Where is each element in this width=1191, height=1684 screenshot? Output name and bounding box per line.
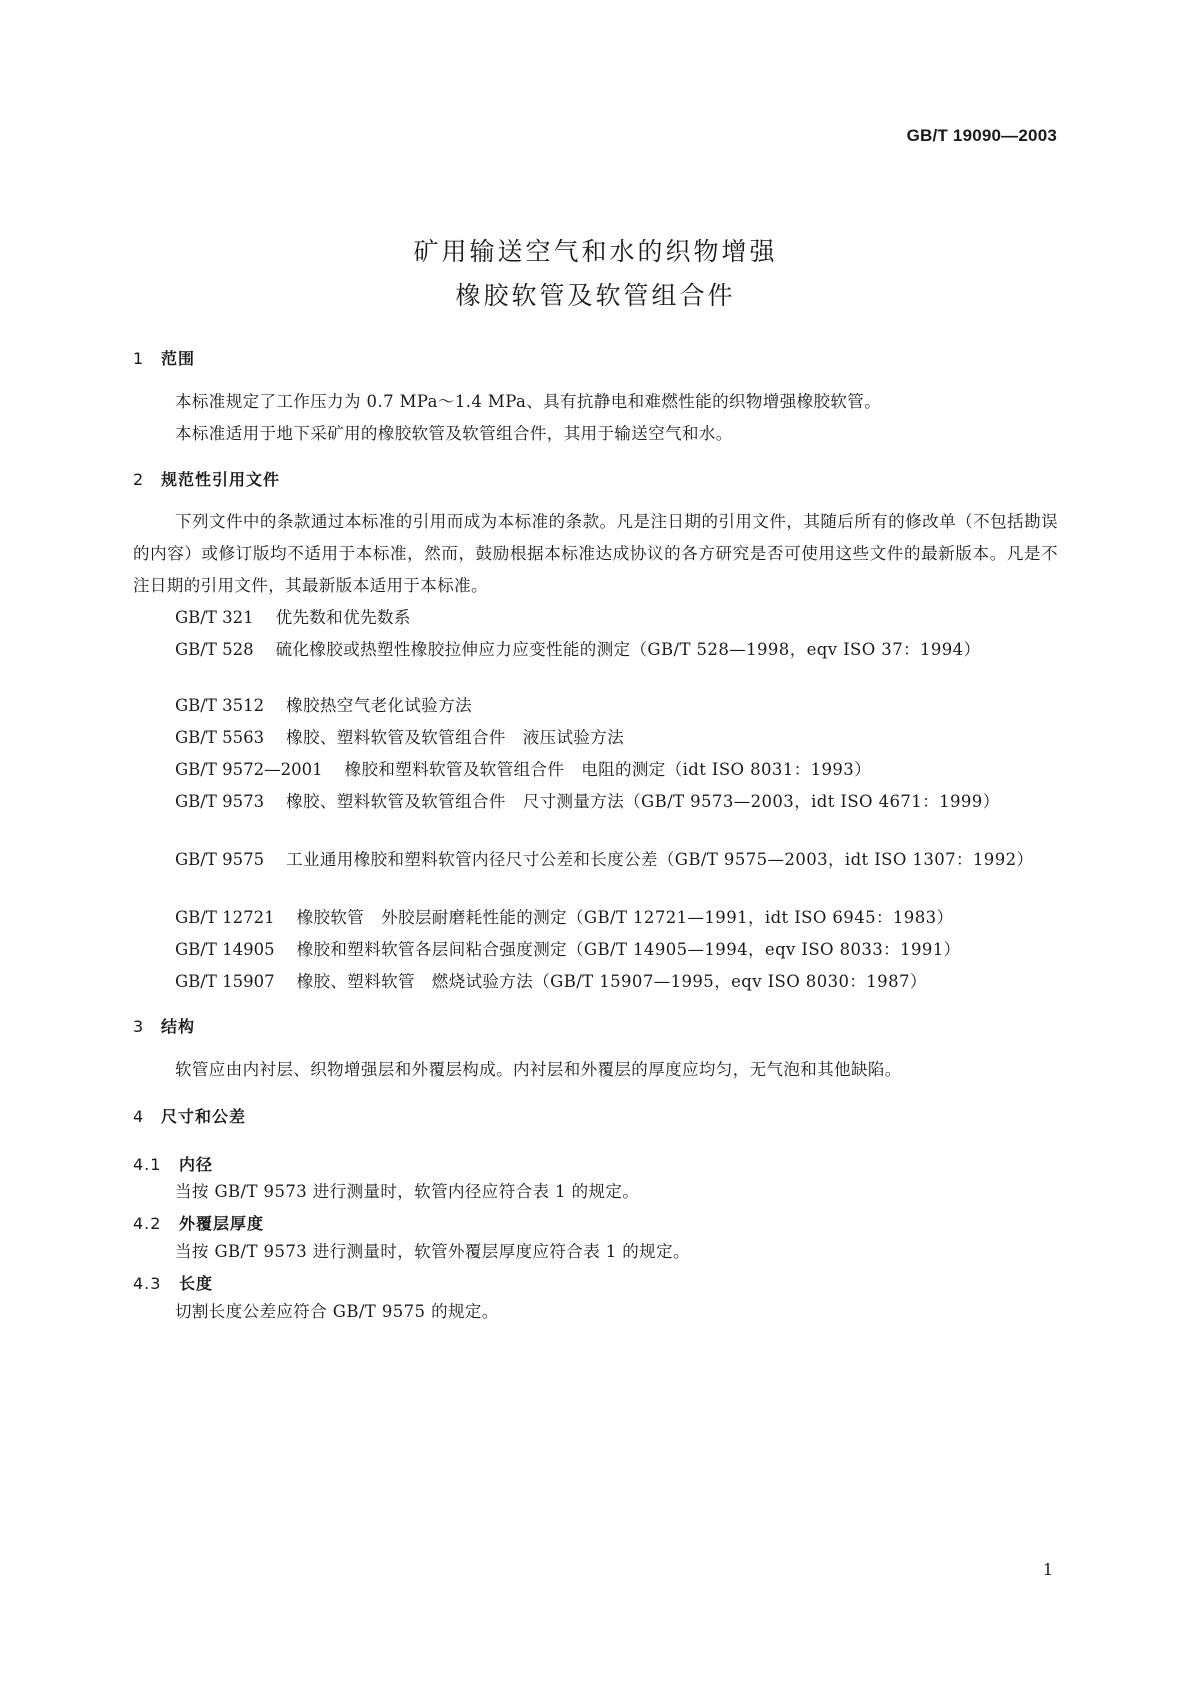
scope-paragraph-1: 本标准规定了工作压力为 0.7 MPa～1.4 MPa、具有抗静电和难燃性能的织物增强橡胶软管。 (175, 392, 882, 411)
section-4-heading (133, 1104, 246, 1127)
reference-item (133, 844, 1058, 876)
reference-title: 橡胶、塑料软管 燃烧试验方法（GB/T 15907—1995，eqv ISO 8030：1987） (296, 972, 927, 991)
subsection-number: 4.2 (133, 1214, 162, 1233)
reference-title: 橡胶热空气老化试验方法 (286, 696, 473, 715)
subsection-title: 外覆层厚度 (179, 1214, 265, 1233)
subsection-number: 4.1 (133, 1155, 162, 1174)
length-text: 切割长度公差应符合 GB/T 9575 的规定。 (175, 1302, 499, 1321)
reference-item (133, 634, 1058, 666)
section-3-heading (133, 1014, 195, 1037)
section-number: 1 (133, 349, 145, 368)
subsection-title: 内径 (179, 1155, 214, 1174)
section-title: 尺寸和公差 (161, 1107, 247, 1126)
reference-title: 橡胶、塑料软管及软管组合件 液压试验方法 (286, 728, 625, 747)
reference-item (133, 602, 1058, 634)
reference-item (133, 786, 1058, 818)
reference-code: GB/T 9572—2001 (175, 760, 323, 779)
section-number: 2 (133, 470, 145, 489)
normative-references-intro: 下列文件中的条款通过本标准的引用而成为本标准的条款。凡是注日期的引用文件，其随后所有的修改单（不包括勘误的内容）或修订版均不适用于本标准，然而，鼓励根据本标准达成协议的各方研究是否可使用这些文件的最新版本。凡是不注日期的引用文件，其最新版本适用于本标准。 (133, 512, 1058, 595)
cover-thickness-text: 当按 GB/T 9573 进行测量时，软管外覆层厚度应符合表 1 的规定。 (175, 1242, 690, 1261)
reference-title: 橡胶软管 外胶层耐磨耗性能的测定（GB/T 12721—1991，idt ISO 6945：1983） (296, 908, 954, 927)
reference-title: 橡胶和塑料软管及软管组合件 电阻的测定（idt ISO 8031：1993） (344, 760, 872, 779)
inner-diameter-text: 当按 GB/T 9573 进行测量时，软管内径应符合表 1 的规定。 (175, 1182, 640, 1201)
reference-code: GB/T 5563 (175, 728, 265, 747)
section-number: 4 (133, 1107, 145, 1126)
section-title: 结构 (161, 1017, 196, 1036)
standard-number: GB/T 19090—2003 (906, 126, 1057, 145)
reference-title: 工业通用橡胶和塑料软管内径尺寸公差和长度公差（GB/T 9575—2003，idt ISO 1307：1992） (286, 850, 1034, 869)
section-1-heading (133, 346, 195, 369)
reference-item (133, 934, 1058, 966)
page-number: 1 (1042, 1560, 1053, 1579)
reference-code: GB/T 528 (175, 640, 254, 659)
reference-code: GB/T 9573 (175, 792, 265, 811)
reference-code: GB/T 14905 (175, 940, 275, 959)
reference-code: GB/T 12721 (175, 908, 275, 927)
section-number: 3 (133, 1017, 145, 1036)
subsection-4-1-heading (133, 1152, 213, 1175)
reference-title: 橡胶和塑料软管各层间粘合强度测定（GB/T 14905—1994，eqv ISO 8033：1991） (296, 940, 961, 959)
subsection-title: 长度 (179, 1274, 214, 1293)
document-title-line-2: 橡胶软管及软管组合件 (455, 281, 736, 310)
reference-item (133, 690, 1058, 722)
reference-code: GB/T 9575 (175, 850, 265, 869)
reference-item (133, 722, 1058, 754)
section-2-heading (133, 467, 280, 490)
section-title: 范围 (161, 349, 196, 368)
reference-title: 优先数和优先数系 (275, 608, 411, 627)
reference-code: GB/T 321 (175, 608, 254, 627)
subsection-number: 4.3 (133, 1274, 162, 1293)
reference-item (133, 966, 1058, 998)
reference-item (133, 754, 1058, 786)
reference-item (133, 902, 1058, 934)
subsection-4-2-heading (133, 1211, 264, 1234)
reference-title: 硫化橡胶或热塑性橡胶拉伸应力应变性能的测定（GB/T 528—1998，eqv ISO 37：1994） (275, 640, 981, 659)
section-title: 规范性引用文件 (161, 470, 281, 489)
reference-title: 橡胶、塑料软管及软管组合件 尺寸测量方法（GB/T 9573—2003，idt ISO 4671：1999） (286, 792, 1000, 811)
subsection-4-3-heading (133, 1271, 213, 1294)
document-title-line-1: 矿用输送空气和水的织物增强 (413, 237, 778, 266)
reference-code: GB/T 3512 (175, 696, 265, 715)
scope-paragraph-2: 本标准适用于地下采矿用的橡胶软管及软管组合件，其用于输送空气和水。 (175, 424, 733, 443)
structure-paragraph: 软管应由内衬层、织物增强层和外覆层构成。内衬层和外覆层的厚度应均匀，无气泡和其他缺陷。 (175, 1060, 902, 1079)
reference-code: GB/T 15907 (175, 972, 275, 991)
